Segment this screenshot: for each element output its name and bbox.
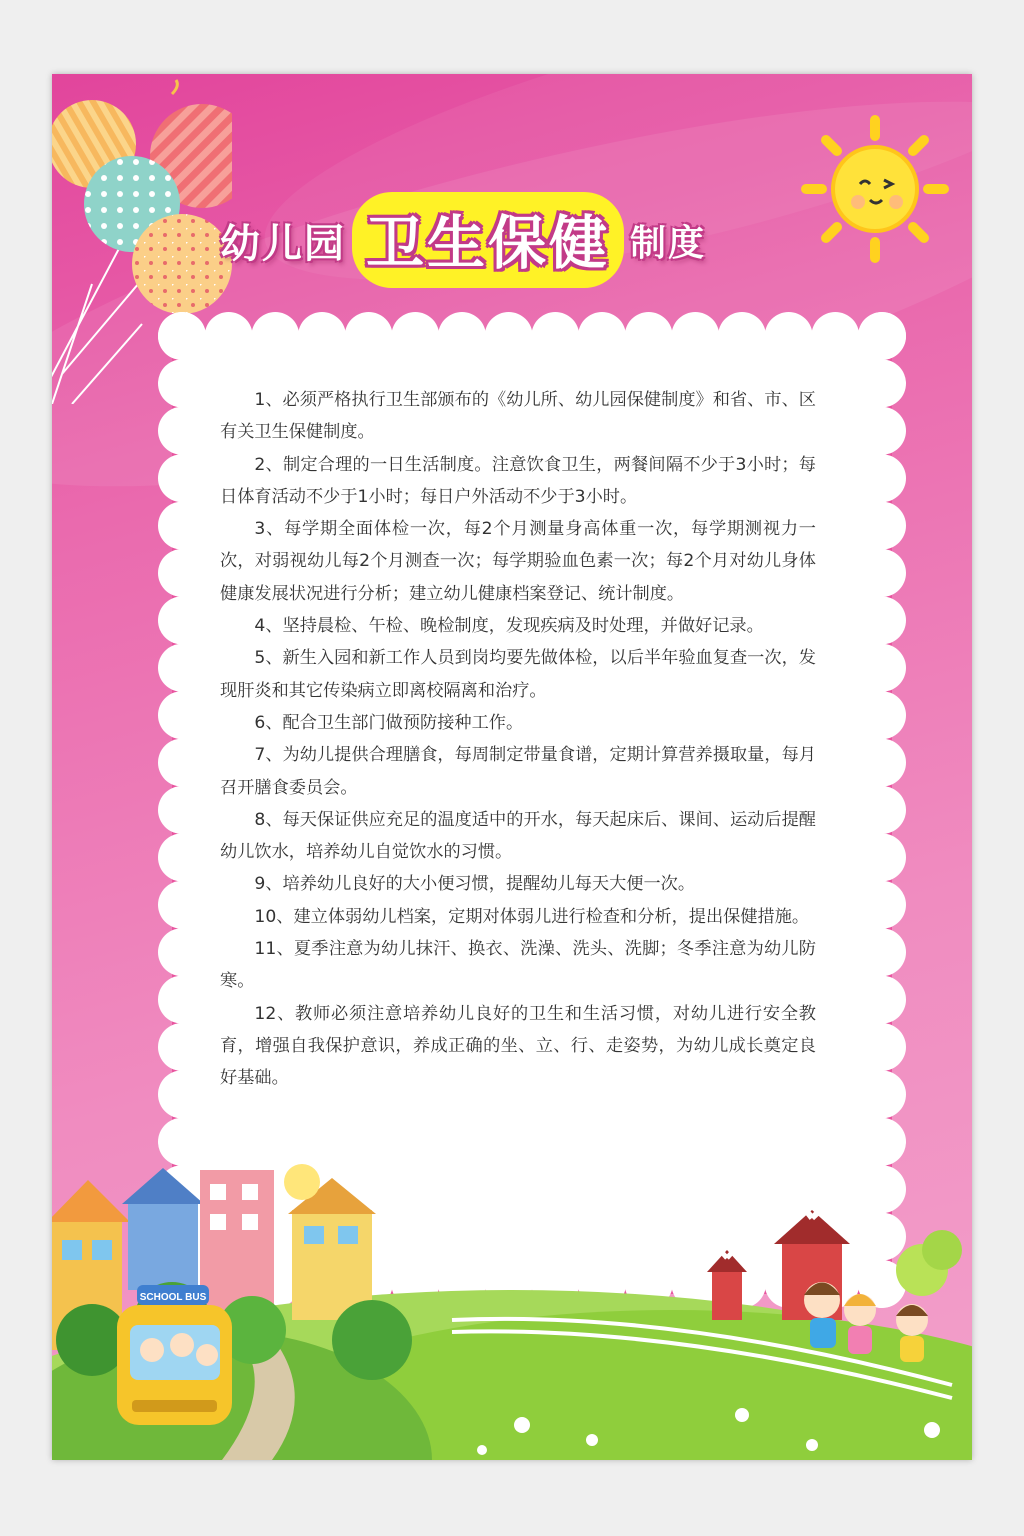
- rule-item: 2、制定合理的一日生活制度。注意饮食卫生，两餐间隔不少于3小时；每日体育活动不少于1小时；每日户外活动不少于3小时。: [220, 454, 816, 507]
- rule-item: 7、为幼儿提供合理膳食，每周制定带量食谱，定期计算营养摄取量，每月召开膳食委员会。: [220, 745, 816, 798]
- rule-item: 6、配合卫生部门做预防接种工作。: [254, 712, 524, 733]
- rule-item: 4、坚持晨检、午检、晚检制度，发现疾病及时处理，并做好记录。: [254, 616, 764, 637]
- rule-item: 1、必须严格执行卫生部颁布的《幼儿所、幼儿园保健制度》和省、市、区有关卫生保健制度。: [220, 390, 816, 443]
- bus-sign: SCHOOL BUS: [139, 1292, 207, 1303]
- rule-item: 9、培养幼儿良好的大小便习惯，提醒幼儿每天大便一次。: [254, 874, 696, 895]
- rule-item: 10、建立体弱幼儿档案，定期对体弱儿进行检查和分析，提出保健措施。: [254, 906, 810, 927]
- title-part-system: 制度: [630, 222, 707, 264]
- rule-item: 12、教师必须注意培养幼儿良好的卫生和生活习惯，对幼儿进行安全教育，增强自我保护意识，养成正确的坐、立、行、走姿势，为幼儿成长奠定良好基础。: [220, 1003, 816, 1089]
- playground-illustration: [52, 1160, 972, 1460]
- title-part-highlight: 卫生保健: [352, 192, 624, 288]
- rule-item: 11、夏季注意为幼儿抹汗、换衣、洗澡、洗头、洗脚；冬季注意为幼儿防寒。: [220, 939, 816, 992]
- rule-item: 8、每天保证供应充足的温度适中的开水，每天起床后、课间、运动后提醒幼儿饮水，培养幼儿自觉饮水的习惯。: [220, 809, 816, 863]
- title-part-kindergarten: 幼儿园: [220, 220, 346, 267]
- rule-item: 3、每学期全面体检一次，每2个月测量身高体重一次，每学期测视力一次，对弱视幼儿每2个月测查一次；每学期验血色素一次；每2个月对幼儿身体健康发展状况进行分析；建立幼儿健康档案登记、统计制度。: [220, 519, 816, 604]
- school-bus-icon: [117, 1285, 232, 1425]
- rule-item: 5、新生入园和新工作人员到岗均要先做体检，以后半年验血复查一次，发现肝炎和其它传染病立即离校隔离和治疗。: [220, 648, 816, 701]
- rules-list: [220, 384, 816, 1095]
